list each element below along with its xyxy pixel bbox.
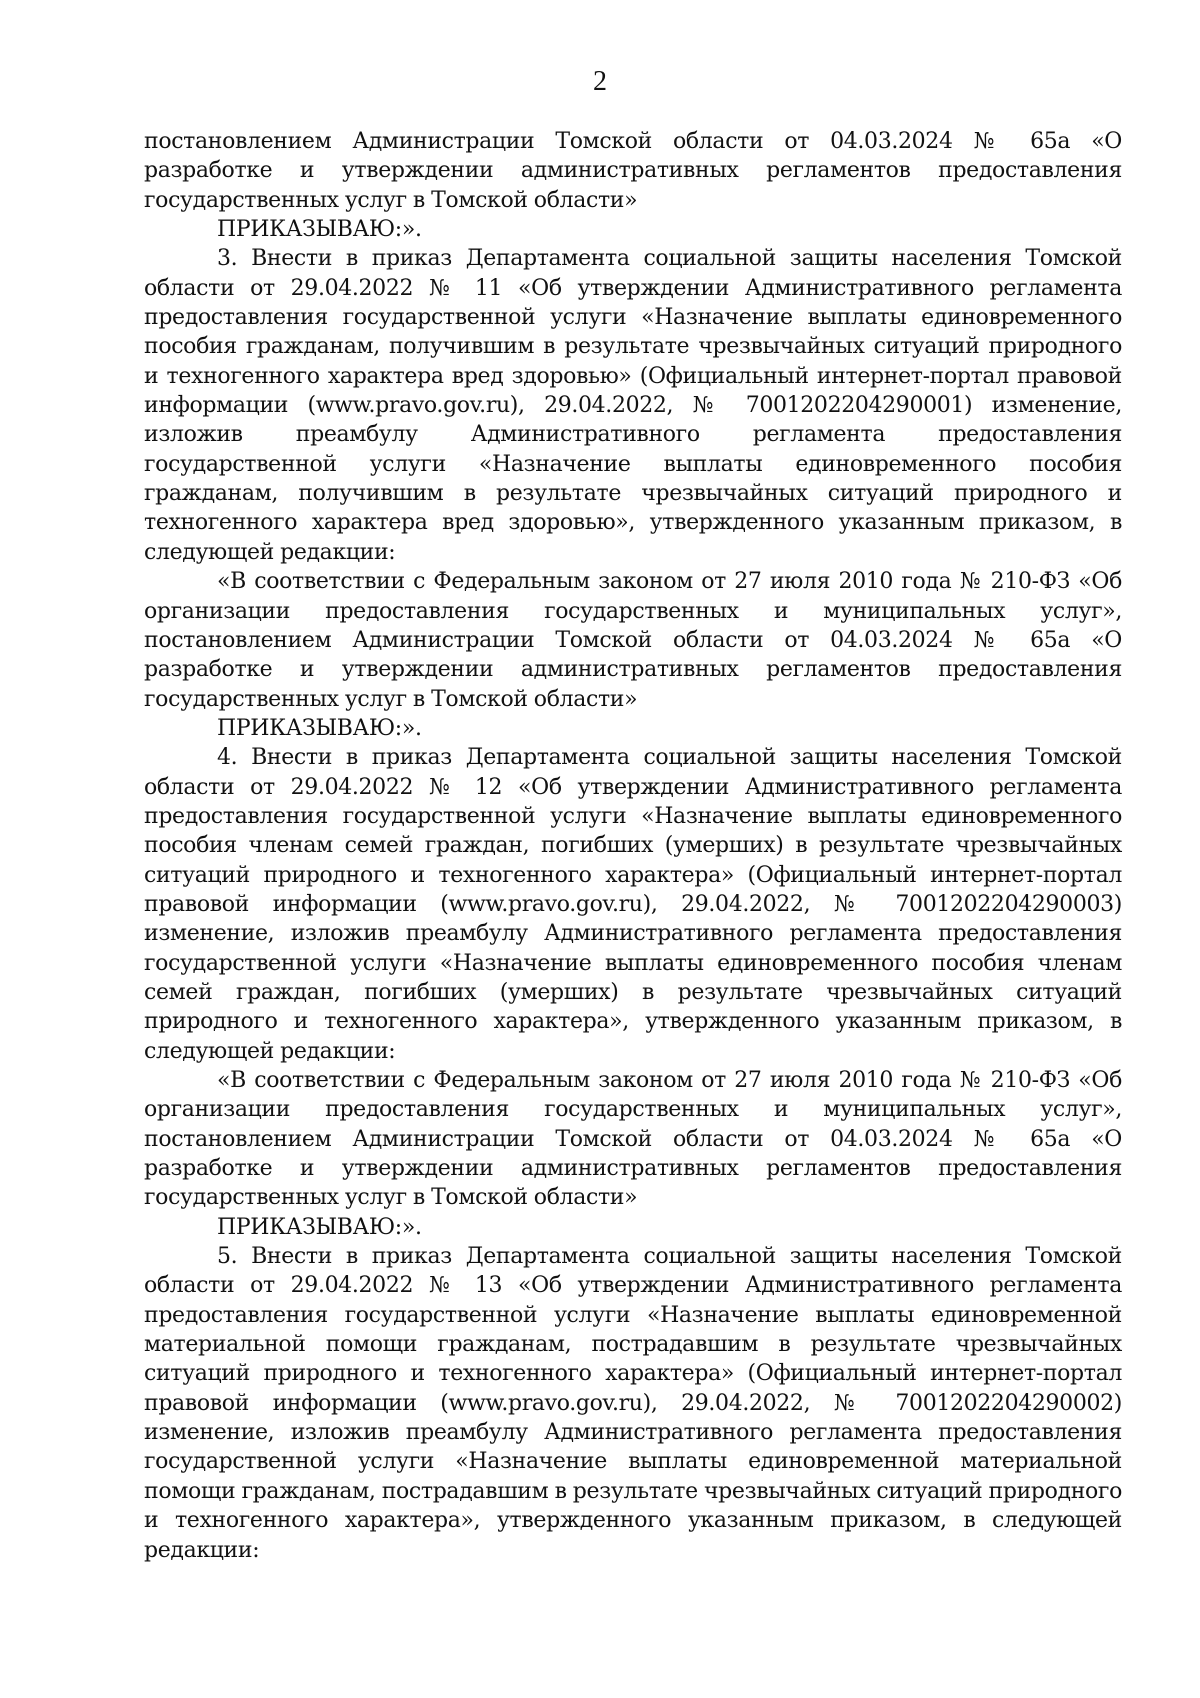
paragraph-item-5: 5. Внести в приказ Департамента социальной защиты населения Томской области от 29.04.2022 № 13 «Об утверждении Административного регламента предоставления государственной услуги «Назначение выплаты единовременной материальной помощи гражданам, пострадавшим в результате чрезвычайных ситуаций природного и техногенного характера» (Официальный интернет-портал правовой информации (www.pravo.gov.ru), 29.04.2022, № 7001202204290002) изменение, изложив преамбулу Административного регламента предоставления государственной услуги «Назначение выплаты единовременной материальной помощи гражданам, пострадавшим в результате чрезвычайных ситуаций природного и техногенного характера», утвержденного указанным приказом, в следующей редакции: [144, 1244, 1122, 1563]
paragraph-item-4: 4. Внести в приказ Департамента социальной защиты населения Томской области от 29.04.2022 № 12 «Об утверждении Административного регламента предоставления государственной услуги «Назначение выплаты единовременного пособия членам семей граждан, погибших (умерших) в результате чрезвычайных ситуаций природного и техногенного характера» (Официальный интернет-портал правовой информации (www.pravo.gov.ru), 29.04.2022, № 7001202204290003) изменение, изложив преамбулу Административного регламента предоставления государственной услуги «Назначение выплаты единовременного пособия членам семей граждан, погибших (умерших) в результате чрезвычайных ситуаций природного и техногенного характера», утвержденного указанным приказом, в следующей редакции: [144, 745, 1122, 1064]
paragraph-quoted-preamble: «В соответствии с Федеральным законом от 27 июля 2010 года № 210-ФЗ «Об организации предоставления государственных и муниципальных услуг», постановлением Администрации Томской области от 04.03.2024 № 65а «О разработке и утверждении административных регламентов предоставления государственных услуг в Томской области» [144, 569, 1122, 712]
paragraph-item-3: 3. Внести в приказ Департамента социальной защиты населения Томской области от 29.04.2022 № 11 «Об утверждении Административного регламента предоставления государственной услуги «Назначение выплаты единовременного пособия гражданам, получившим в результате чрезвычайных ситуаций природного и техногенного характера вред здоровью» (Официальный интернет-портал правовой информации (www.pravo.gov.ru), 29.04.2022, № 7001202204290001) изменение, изложив преамбулу Административного регламента предоставления государственной услуги «Назначение выплаты единовременного пособия гражданам, получившим в результате чрезвычайных ситуаций природного и техногенного характера вред здоровью», утвержденного указанным приказом, в следующей редакции: [144, 246, 1122, 565]
paragraph-quoted-preamble: «В соответствии с Федеральным законом от 27 июля 2010 года № 210-ФЗ «Об организации предоставления государственных и муниципальных услуг», постановлением Администрации Томской области от 04.03.2024 № 65а «О разработке и утверждении административных регламентов предоставления государственных услуг в Томской области» [144, 1068, 1122, 1211]
page-number: 2 [593, 66, 607, 97]
paragraph-order-statement: ПРИКАЗЫВАЮ:». [217, 217, 422, 243]
paragraph-order-statement: ПРИКАЗЫВАЮ:». [217, 1214, 422, 1240]
paragraph-preamble-continuation: постановлением Администрации Томской области от 04.03.2024 № 65а «О разработке и утверждении административных регламентов предоставления государственных услуг в Томской области» [144, 129, 1122, 213]
document-body [144, 127, 1122, 1565]
paragraph-order-statement: ПРИКАЗЫВАЮ:». [217, 715, 422, 741]
